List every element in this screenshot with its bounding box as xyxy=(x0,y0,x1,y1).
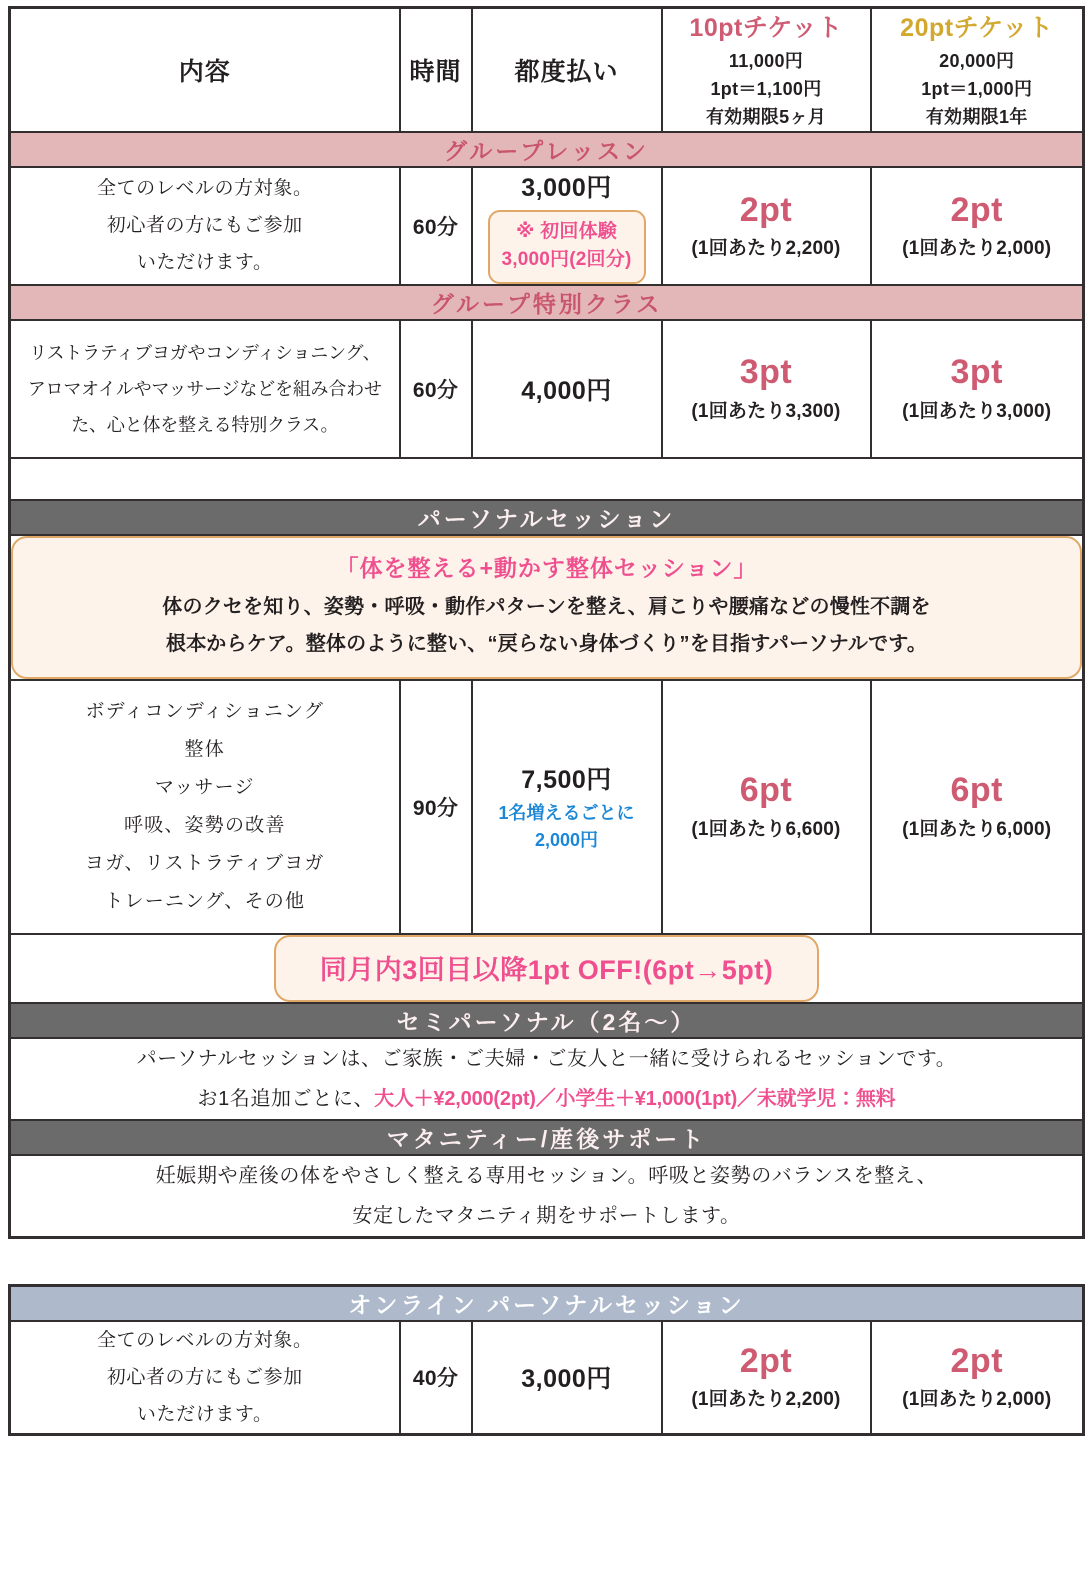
semi-note-line-2 xyxy=(11,1079,1082,1119)
promo-badge xyxy=(274,935,819,1002)
desc-line: トレーニング、その他 xyxy=(104,890,306,912)
desc-line: アロマオイルやマッサージなどを組み合わせ xyxy=(27,378,382,399)
personal-description xyxy=(10,680,400,934)
promo-cell xyxy=(10,934,1084,1003)
group-special-price: 4,000円 xyxy=(521,376,612,405)
header-content: 内容 xyxy=(10,8,400,133)
trial-label: ※ 初回体験 xyxy=(516,221,617,243)
group-lesson-payg xyxy=(472,167,662,284)
band-row-maternity xyxy=(10,1120,1084,1155)
ticket10-title: 10ptチケット xyxy=(689,14,843,42)
band-row-personal xyxy=(10,500,1084,535)
band-personal-session: パーソナルセッション xyxy=(10,500,1084,535)
pt-unit-price: (1回あたり2,000) xyxy=(902,238,1052,260)
ticket20-expiry: 有効期限1年 xyxy=(925,106,1028,127)
pt-unit-price: (1回あたり2,200) xyxy=(691,238,841,260)
personal-info-title: 「体を整える+動かす整体セッション」 xyxy=(335,554,758,581)
pt-unit-price: (1回あたり6,000) xyxy=(902,818,1052,840)
table-row-group-lesson xyxy=(10,167,1084,284)
promo-text: 同月内3回目以降1pt OFF!(6pt→5pt) xyxy=(319,954,774,985)
ticket20-rate: 1pt＝1,000円 xyxy=(921,78,1033,99)
maternity-note-line-1: 妊娠期や産後の体をやさしく整える専用セッション。呼吸と姿勢のバランスを整え、 xyxy=(155,1164,938,1187)
personal-payg xyxy=(472,680,662,934)
online-pt20 xyxy=(871,1321,1084,1435)
semi-note-lead: お1名追加ごとに、 xyxy=(197,1087,375,1110)
table-row-group-special xyxy=(10,320,1084,458)
pt-value: 2pt xyxy=(739,1341,793,1380)
table-row-online xyxy=(10,1321,1084,1435)
promo-row xyxy=(10,934,1084,1003)
personal-info-cell xyxy=(10,535,1084,680)
desc-line: リストラティブヨガやコンディショニング、 xyxy=(29,342,381,363)
main-pricing-table xyxy=(8,6,1085,1239)
pt-value: 6pt xyxy=(950,771,1003,810)
group-lesson-price: 3,000円 xyxy=(521,174,612,203)
band-maternity: マタニティー/産後サポート xyxy=(10,1120,1084,1155)
band-row-semi-personal xyxy=(10,1003,1084,1038)
desc-line: 全てのレベルの方対象。 xyxy=(96,1329,313,1351)
extra-note-line-2: 2,000円 xyxy=(534,829,599,850)
group-lesson-time: 60分 xyxy=(400,167,472,284)
pt-value: 2pt xyxy=(950,1341,1004,1380)
pt-value: 6pt xyxy=(739,771,793,810)
band-semi-personal: セミパーソナル（2名〜） xyxy=(10,1003,1084,1038)
ticket10-price: 11,000円 xyxy=(728,50,804,71)
personal-time: 90分 xyxy=(400,680,472,934)
ticket10-rate: 1pt＝1,100円 xyxy=(710,78,822,99)
table-header-row xyxy=(10,8,1084,133)
band-row-group-lesson xyxy=(10,132,1084,167)
semi-note-line-1: パーソナルセッションは、ご家族・ご夫婦・ご友人と一緒に受けられるセッションです。 xyxy=(136,1047,957,1070)
desc-line: いただけます。 xyxy=(136,252,273,274)
ticket20-title: 20ptチケット xyxy=(900,14,1054,42)
group-special-payg xyxy=(472,320,662,458)
desc-line: 整体 xyxy=(184,738,225,760)
header-time: 時間 xyxy=(400,8,472,133)
header-ticket-20pt xyxy=(871,8,1084,133)
pt-unit-price: (1回あたり3,300) xyxy=(691,400,841,422)
desc-line: いただけます。 xyxy=(136,1403,273,1425)
personal-info-line-1: 体のクセを知り、姿勢・呼吸・動作パターンを整え、肩こりや腰痛などの慢性不調を xyxy=(162,595,931,618)
online-price: 3,000円 xyxy=(521,1365,612,1394)
table-row-personal xyxy=(10,680,1084,934)
pt-value: 2pt xyxy=(950,190,1003,229)
desc-line: 初心者の方にもご参加 xyxy=(106,1366,303,1388)
desc-line: マッサージ xyxy=(154,776,255,798)
group-special-description xyxy=(10,320,400,458)
online-pt10 xyxy=(662,1321,871,1435)
personal-info-box xyxy=(11,536,1082,679)
semi-note-highlight: 大人＋¥2,000(2pt)／小学生＋¥1,000(1pt)／未就学児：無料 xyxy=(374,1087,896,1110)
band-row-group-special xyxy=(10,285,1084,320)
band-online-personal: オンライン パーソナルセッション xyxy=(10,1285,1084,1321)
personal-price: 7,500円 xyxy=(521,765,612,794)
desc-line: 初心者の方にもご参加 xyxy=(106,215,303,237)
spacer-row xyxy=(10,458,1084,500)
band-group-special: グループ特別クラス xyxy=(10,285,1084,320)
spacer-cell xyxy=(10,458,1084,500)
pt-value: 3pt xyxy=(950,353,1003,392)
desc-line: 全てのレベルの方対象。 xyxy=(96,178,313,200)
band-row-online xyxy=(10,1285,1084,1321)
group-lesson-description xyxy=(10,167,400,284)
online-description xyxy=(10,1321,400,1435)
group-lesson-pt20 xyxy=(871,167,1084,284)
online-pricing-table xyxy=(8,1284,1085,1436)
maternity-note-line-2: 安定したマタニティ期をサポートします。 xyxy=(352,1204,741,1227)
pt-value: 3pt xyxy=(739,353,793,392)
header-ticket-10pt xyxy=(662,8,871,133)
extra-note-line-1: 1名増えるごとに xyxy=(498,802,635,823)
band-group-lesson: グループレッスン xyxy=(10,132,1084,167)
ticket20-price: 20,000円 xyxy=(939,50,1015,71)
header-payg: 都度払い xyxy=(472,8,662,133)
desc-line: ヨガ、リストラティブヨガ xyxy=(84,852,325,874)
desc-line: 呼吸、姿勢の改善 xyxy=(123,814,286,836)
group-special-time: 60分 xyxy=(400,320,472,458)
online-payg xyxy=(472,1321,662,1435)
desc-line: ボディコンディショニング xyxy=(85,700,325,722)
semi-personal-note-row xyxy=(10,1038,1084,1120)
personal-extra-person-note xyxy=(473,800,661,854)
maternity-note-row xyxy=(10,1155,1084,1238)
online-time: 40分 xyxy=(400,1321,472,1435)
group-lesson-pt10 xyxy=(662,167,871,284)
pt-unit-price: (1回あたり2,000) xyxy=(902,1389,1052,1411)
personal-info-row xyxy=(10,535,1084,680)
maternity-note-cell xyxy=(10,1155,1084,1238)
trial-price: 3,000円(2回分) xyxy=(501,248,632,270)
personal-pt20 xyxy=(871,680,1084,934)
group-lesson-trial-badge xyxy=(488,210,646,283)
personal-pt10 xyxy=(662,680,871,934)
group-special-pt20 xyxy=(871,320,1084,458)
pt-value: 2pt xyxy=(739,190,793,229)
ticket10-expiry: 有効期限5ヶ月 xyxy=(705,106,827,127)
group-special-pt10 xyxy=(662,320,871,458)
pt-unit-price: (1回あたり6,600) xyxy=(691,818,841,840)
table-gap xyxy=(8,1239,1082,1284)
semi-personal-note-cell xyxy=(10,1038,1084,1120)
desc-line: た、心と体を整える特別クラス。 xyxy=(71,414,339,435)
pt-unit-price: (1回あたり2,200) xyxy=(691,1389,841,1411)
personal-info-line-2: 根本からケア。整体のように整い、“戻らない身体づくり”を目指すパーソナルです。 xyxy=(165,632,928,655)
pt-unit-price: (1回あたり3,000) xyxy=(902,400,1052,422)
